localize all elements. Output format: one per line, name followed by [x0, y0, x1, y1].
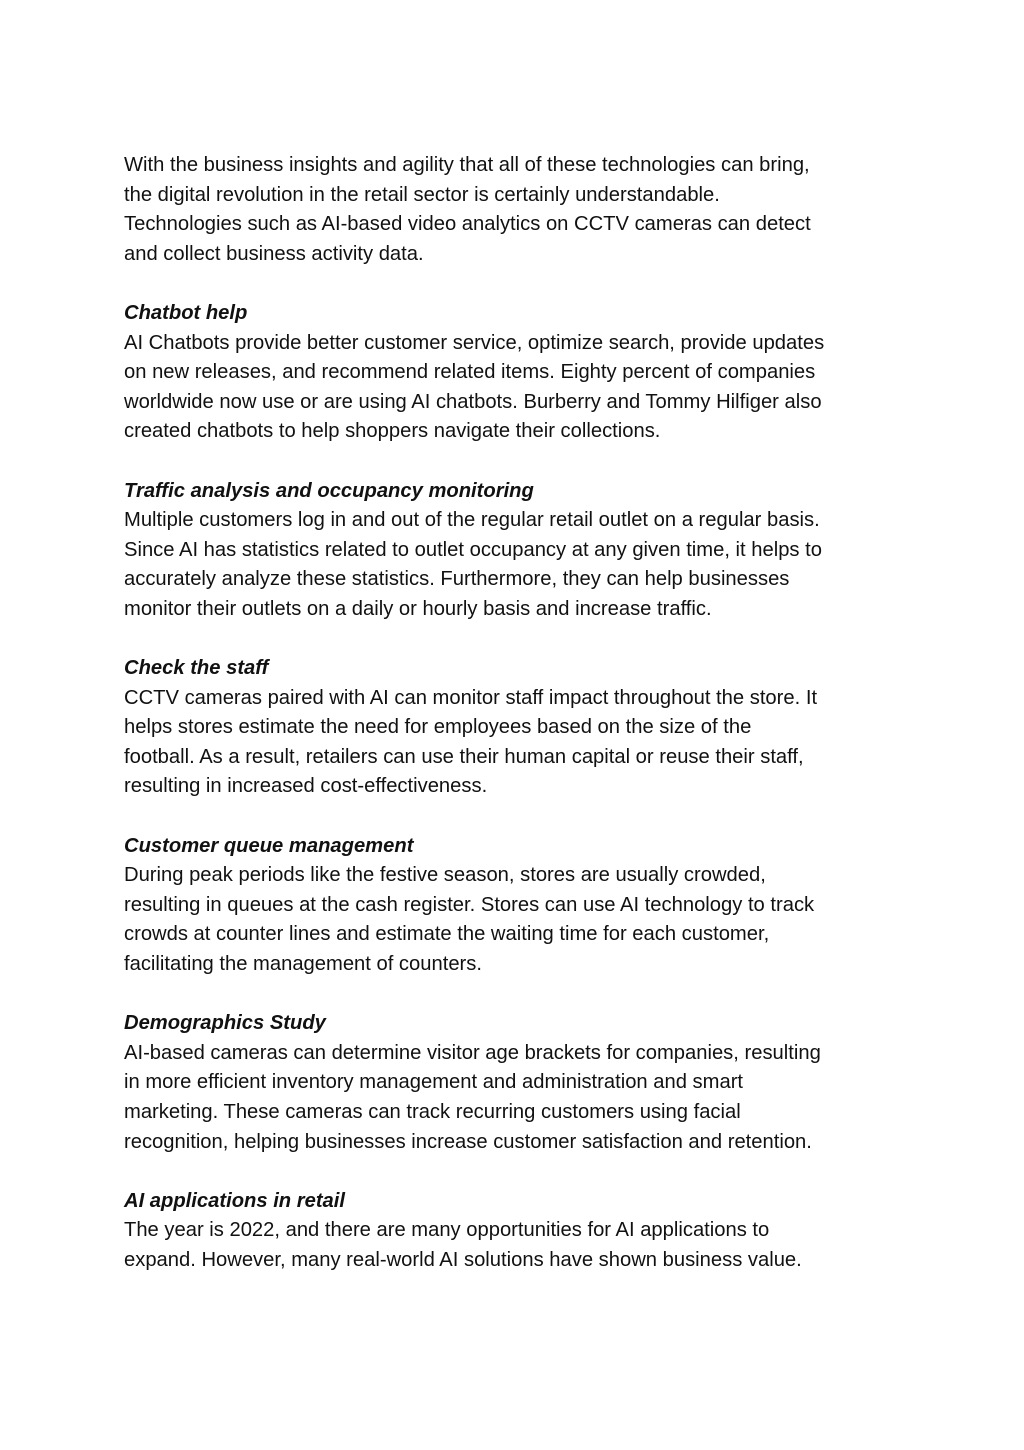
paragraph-line: CCTV cameras paired with AI can monitor staff impact throughout the store. It	[124, 686, 818, 709]
paragraph-spacer	[124, 1157, 914, 1187]
paragraph-line: resulting in increased cost-effectiveness.	[124, 775, 488, 798]
paragraph-line: facilitating the management of counters.	[124, 953, 482, 976]
paragraph-line: resulting in queues at the cash register. Stores can use AI technology to track	[124, 893, 815, 916]
paragraph-spacer	[124, 625, 914, 655]
section-check-staff	[124, 654, 914, 802]
section-heading: AI applications in retail	[124, 1189, 345, 1212]
section-heading: Customer queue management	[124, 834, 414, 857]
paragraph-line: football. As a result, retailers can use their human capital or reuse their staff,	[124, 745, 804, 768]
paragraph-line: The year is 2022, and there are many opportunities for AI applications to	[124, 1219, 770, 1242]
paragraph-line: worldwide now use or are using AI chatbots. Burberry and Tommy Hilfiger also	[124, 390, 822, 413]
paragraph-line: expand. However, many real-world AI solutions have shown business value.	[124, 1248, 802, 1271]
paragraph-line: During peak periods like the festive season, stores are usually crowded,	[124, 864, 766, 887]
section-heading: Demographics Study	[124, 1012, 326, 1035]
paragraph-line: marketing. These cameras can track recurring customers using facial	[124, 1101, 741, 1123]
paragraph-spacer	[124, 980, 914, 1010]
section-heading: Chatbot help	[124, 301, 248, 324]
paragraph-line: Technologies such as AI-based video analytics on CCTV cameras can detect	[124, 213, 811, 236]
section-heading: Traffic analysis and occupancy monitoring	[124, 479, 534, 502]
section-demographics-study	[124, 1009, 914, 1157]
paragraph-line: With the business insights and agility that all of these technologies can bring,	[124, 154, 810, 176]
paragraph-line: helps stores estimate the need for employees based on the size of the	[124, 716, 752, 739]
paragraph-line: on new releases, and recommend related items. Eighty percent of companies	[124, 361, 816, 384]
paragraph-spacer	[124, 447, 914, 477]
paragraph-spacer	[124, 269, 914, 299]
section-ai-applications	[124, 1187, 914, 1276]
paragraph-line: AI Chatbots provide better customer service, optimize search, provide updates	[124, 331, 825, 354]
paragraph-line: AI-based cameras can determine visitor age brackets for companies, resulting	[124, 1041, 821, 1064]
paragraph-line: Multiple customers log in and out of the regular retail outlet on a regular basis.	[124, 509, 820, 532]
section-heading: Check the staff	[124, 657, 269, 680]
paragraph-line: in more efficient inventory management and administration and smart	[124, 1071, 744, 1094]
paragraph-line: and collect business activity data.	[124, 242, 424, 265]
section-chatbot-help	[124, 299, 914, 447]
paragraph-line: created chatbots to help shoppers navigate their collections.	[124, 420, 661, 443]
paragraph-line: Since AI has statistics related to outlet occupancy at any given time, it helps to	[124, 538, 822, 561]
paragraph-line: the digital revolution in the retail sector is certainly understandable.	[124, 183, 720, 206]
intro-paragraph	[124, 151, 914, 269]
section-traffic-analysis	[124, 477, 914, 625]
paragraph-line: accurately analyze these statistics. Furthermore, they can help businesses	[124, 568, 790, 591]
paragraph-line: recognition, helping businesses increase customer satisfaction and retention.	[124, 1130, 812, 1153]
section-queue-management	[124, 832, 914, 980]
paragraph-spacer	[124, 802, 914, 832]
document-page	[124, 151, 914, 1276]
paragraph-line: monitor their outlets on a daily or hourly basis and increase traffic.	[124, 597, 712, 620]
paragraph-line: crowds at counter lines and estimate the waiting time for each customer,	[124, 923, 770, 946]
